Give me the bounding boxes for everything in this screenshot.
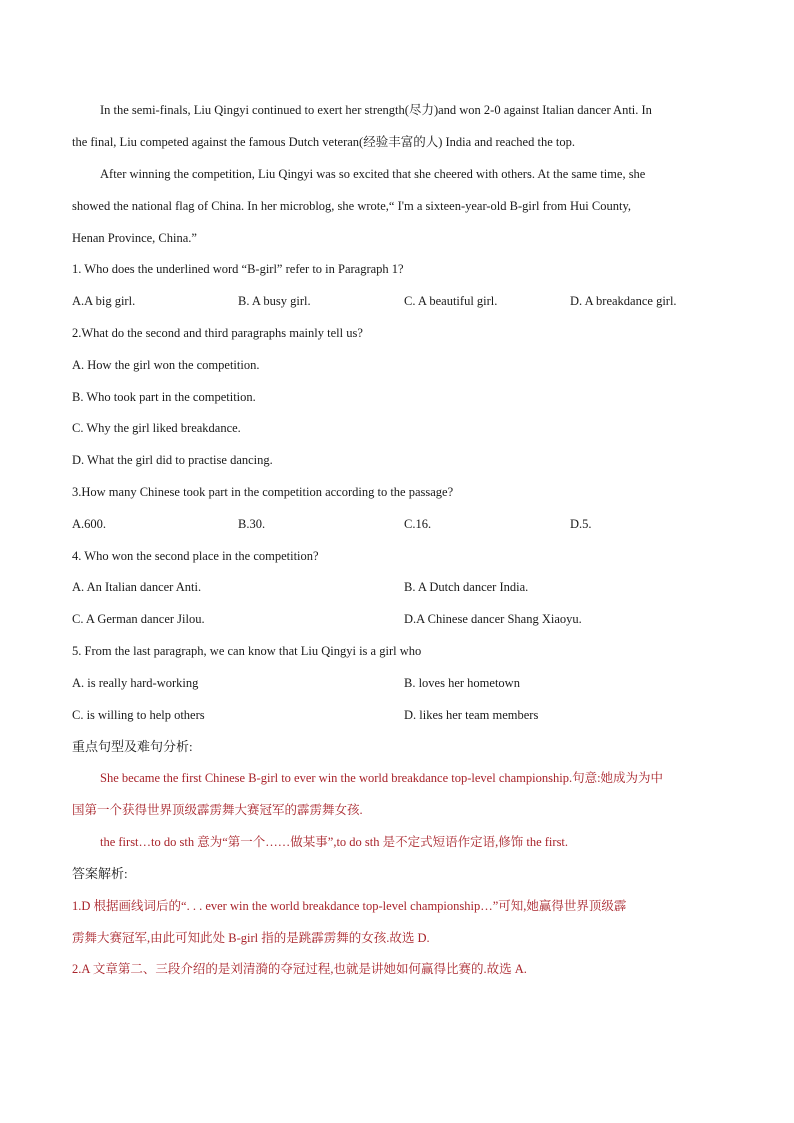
question-3-option-b: B.30. — [238, 517, 266, 531]
question-5-option-a: A. is really hard-working — [72, 676, 199, 690]
question-1-option-b: B. A busy girl. — [238, 294, 311, 308]
question-4-option-a: A. An Italian dancer Anti. — [72, 580, 202, 594]
question-4-option-d: D.A Chinese dancer Shang Xiaoyu. — [404, 612, 582, 626]
passage-p3-line3: Henan Province, China.” — [72, 231, 197, 245]
question-1-option-a: A.A big girl. — [72, 294, 136, 308]
question-5-stem: 5. From the last paragraph, we can know that Liu Qingyi is a girl who — [72, 644, 422, 658]
answer-1-line2: 雳舞大赛冠军,由此可知此处 B-girl 指的是跳霹雳舞的女孩.故选 D. — [72, 931, 430, 945]
analysis-heading: 重点句型及难句分析: — [72, 739, 193, 754]
answers-heading: 答案解析: — [72, 866, 128, 881]
passage-p2-line2: the final, Liu competed against the famous Dutch veteran(经验丰富的人) India and reached the top. — [72, 135, 575, 149]
question-2-option-c: C. Why the girl liked breakdance. — [72, 421, 241, 435]
passage-p3-line2: showed the national flag of China. In her microblog, she wrote,“ I'm a sixteen-year-old B-girl from Hui County, — [72, 199, 632, 213]
question-4-stem: 4. Who won the second place in the competition? — [72, 549, 319, 563]
answer-1-line1: 1.D 根据画线词后的“. . . ever win the world breakdance top-level championship…”可知,她赢得世界顶级霹 — [72, 899, 627, 913]
question-1-option-d: D. A breakdance girl. — [570, 294, 677, 308]
analysis-note: the first…to do sth 意为“第一个……做某事”,to do sth 是不定式短语作定语,修饰 the first. — [100, 835, 569, 849]
question-2-option-d: D. What the girl did to practise dancing. — [72, 453, 273, 467]
passage-p2-line1: In the semi-finals, Liu Qingyi continued to exert her strength(尽力)and won 2-0 against Italian dancer Anti. In — [100, 103, 652, 117]
question-3-option-c: C.16. — [404, 517, 432, 531]
question-1-option-c: C. A beautiful girl. — [404, 294, 498, 308]
passage-p3-line1: After winning the competition, Liu Qingyi was so excited that she cheered with others. At the same time, she — [100, 167, 646, 181]
question-5-option-b: B. loves her hometown — [404, 676, 520, 690]
question-3-stem: 3.How many Chinese took part in the competition according to the passage? — [72, 485, 454, 499]
question-3-option-a: A.600. — [72, 517, 107, 531]
question-4-option-c: C. A German dancer Jilou. — [72, 612, 205, 626]
question-1-stem: 1. Who does the underlined word “B-girl” refer to in Paragraph 1? — [72, 262, 404, 276]
analysis-sentence-line1: She became the first Chinese B-girl to ever win the world breakdance top-level championship.句意:她成为为中 — [100, 771, 664, 785]
analysis-sentence-line2: 国第一个获得世界顶级霹雳舞大赛冠军的霹雳舞女孩. — [72, 803, 363, 817]
question-2-stem: 2.What do the second and third paragraphs mainly tell us? — [72, 326, 363, 340]
question-3-option-d: D.5. — [570, 517, 592, 531]
question-5-option-d: D. likes her team members — [404, 708, 539, 722]
question-2-option-a: A. How the girl won the competition. — [72, 358, 260, 372]
answer-2: 2.A 文章第二、三段介绍的是刘清漪的夺冠过程,也就是讲她如何赢得比赛的.故选 A. — [72, 962, 527, 976]
question-2-option-b: B. Who took part in the competition. — [72, 390, 256, 404]
question-5-option-c: C. is willing to help others — [72, 708, 205, 722]
question-4-option-b: B. A Dutch dancer India. — [404, 580, 529, 594]
